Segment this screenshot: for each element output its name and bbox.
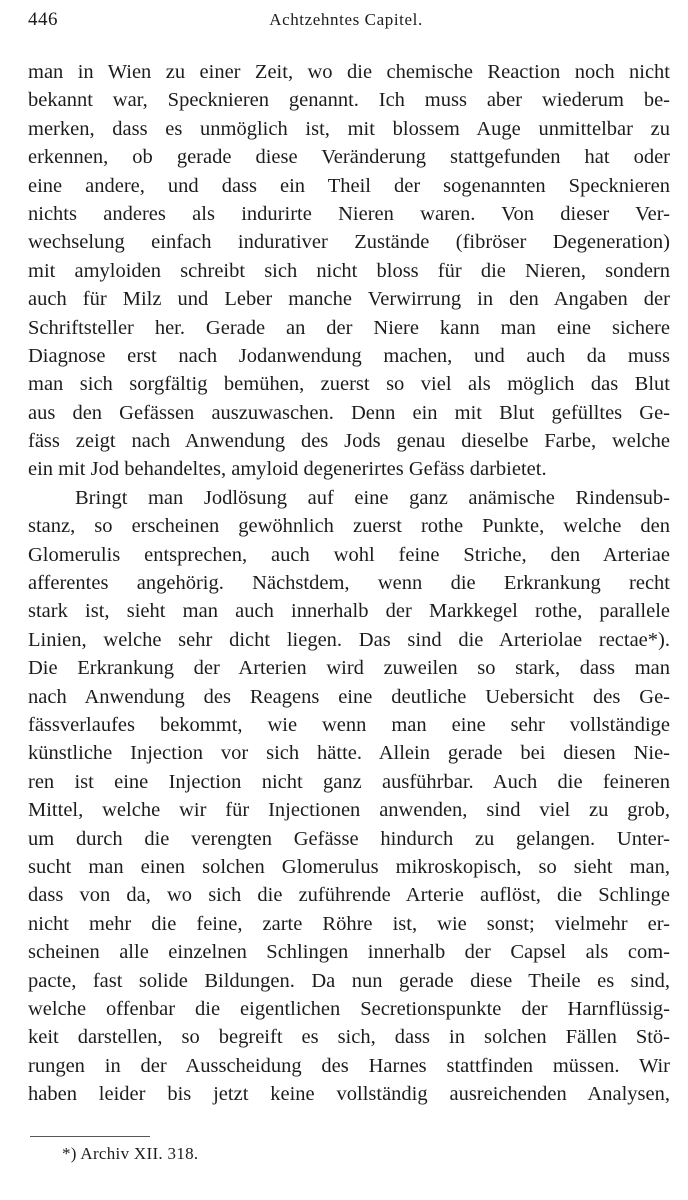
text-line: scheinen alle einzelnen Schlingen innerhalb der Capsel als com- bbox=[28, 941, 670, 964]
text-line: ein mit Jod behandeltes, amyloid degenerirtes Gefäss darbietet. bbox=[28, 458, 547, 481]
text-line: künstliche Injection vor sich hätte. Allein gerade bei diesen Nie- bbox=[28, 742, 670, 765]
text-line: Schriftsteller her. Gerade an der Niere kann man eine sichere bbox=[28, 316, 670, 339]
text-line: fäss zeigt nach Anwendung des Jods genau dieselbe Farbe, welche bbox=[28, 430, 670, 453]
text-line: man in Wien zu einer Zeit, wo die chemische Reaction noch nicht bbox=[28, 61, 670, 83]
text-line: stanz, so erscheinen gewöhnlich zuerst rothe Punkte, welche den bbox=[28, 515, 670, 538]
text-line: Linien, welche sehr dicht liegen. Das sind die Arteriolae rectae*). bbox=[28, 628, 670, 651]
text-line: Mittel, welche wir für Injectionen anwenden, sind viel zu grob, bbox=[28, 799, 670, 822]
text-line: fässverlaufes bekommt, wie wenn man eine sehr vollständige bbox=[28, 713, 670, 736]
text-line: nicht mehr die feine, zarte Röhre ist, wie sonst; vielmehr er- bbox=[28, 912, 670, 935]
paragraph-start-line: Bringt man Jodlösung auf eine ganz anämische Rindensub- bbox=[75, 486, 670, 509]
text-line: nach Anwendung des Reagens eine deutliche Uebersicht des Ge- bbox=[28, 685, 670, 708]
text-line: dass von da, wo sich die zuführende Arterie auflöst, die Schlinge bbox=[28, 884, 670, 907]
text-line: stark ist, sieht man auch innerhalb der Markkegel rothe, parallele bbox=[28, 600, 670, 623]
page-header bbox=[28, 6, 664, 36]
footnote-rule bbox=[30, 1136, 150, 1137]
footnote: *) Archiv XII. 318. bbox=[62, 1144, 199, 1163]
text-line: haben leider bis jetzt keine vollständig ausreichenden Analysen, bbox=[28, 1083, 670, 1106]
text-line: Diagnose erst nach Jodanwendung machen, und auch da muss bbox=[28, 344, 670, 367]
text-line: aus den Gefässen auszuwaschen. Denn ein mit Blut gefülltes Ge- bbox=[28, 401, 670, 424]
text-line: man sich sorgfältig bemühen, zuerst so viel als möglich das Blut bbox=[28, 373, 670, 396]
text-line: rungen in der Ausscheidung des Harnes stattfinden müssen. Wir bbox=[28, 1054, 670, 1077]
text-line: erkennen, ob gerade diese Veränderung stattgefunden hat oder bbox=[28, 146, 670, 169]
text-line: afferentes angehörig. Nächstdem, wenn die Erkrankung recht bbox=[28, 572, 670, 595]
text-line: merken, dass es unmöglich ist, mit blossem Auge unmittelbar zu bbox=[28, 117, 670, 140]
text-line: wechselung einfach indurativer Zustände (fibröser Degeneration) bbox=[28, 231, 670, 254]
running-head: Achtzehntes Capitel. bbox=[269, 10, 423, 29]
text-line: Die Erkrankung der Arterien wird zuweilen so stark, dass man bbox=[28, 657, 670, 680]
text-line: um durch die verengten Gefässe hindurch zu gelangen. Unter- bbox=[28, 827, 670, 850]
text-line: keit darstellen, so begreift es sich, dass in solchen Fällen Stö- bbox=[28, 1026, 670, 1049]
text-line: ren ist eine Injection nicht ganz ausführbar. Auch die feineren bbox=[28, 770, 670, 793]
text-line: eine andere, und dass ein Theil der sogenannten Specknieren bbox=[28, 174, 670, 197]
text-line: mit amyloiden schreibt sich nicht bloss für die Nieren, sondern bbox=[28, 259, 670, 282]
text-line: sucht man einen solchen Glomerulus mikroskopisch, so sieht man, bbox=[28, 855, 670, 878]
text-line: bekannt war, Specknieren genannt. Ich muss aber wiederum be- bbox=[28, 89, 670, 112]
text-line: pacte, fast solide Bildungen. Da nun gerade diese Theile es sind, bbox=[28, 969, 670, 992]
text-line: auch für Milz und Leber manche Verwirrung in den Angaben der bbox=[28, 288, 670, 311]
body-text bbox=[28, 58, 670, 1108]
text-line: welche offenbar die eigentlichen Secretionspunkte der Harnflüssig- bbox=[28, 997, 670, 1020]
text-line: nichts anderes als indurirte Nieren waren. Von dieser Ver- bbox=[28, 202, 670, 225]
page-number: 446 bbox=[28, 9, 58, 30]
text-line: Glomerulis entsprechen, auch wohl feine Striche, den Arteriae bbox=[28, 543, 670, 566]
